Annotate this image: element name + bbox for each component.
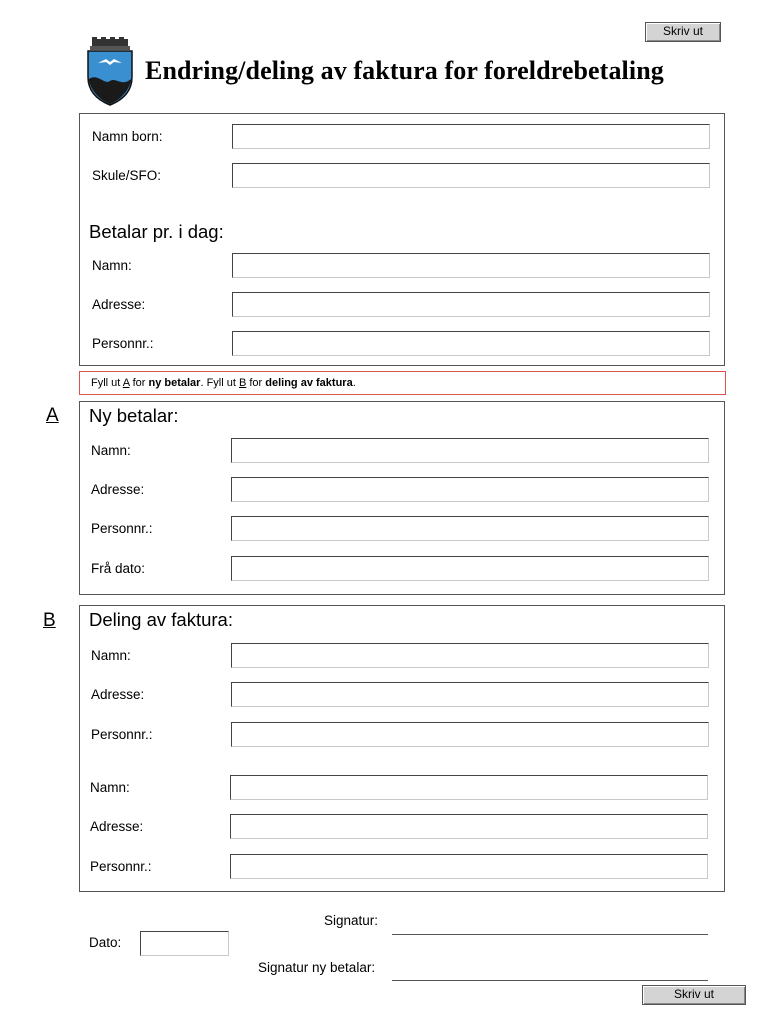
print-button-bottom[interactable]: Skriv ut [642, 985, 746, 1005]
current-payer-id-label: Personnr.: [92, 336, 154, 351]
school-label: Skule/SFO: [92, 168, 162, 183]
current-payer-name-label: Namn: [92, 258, 132, 273]
date-field[interactable] [140, 931, 229, 956]
new-payer-heading: Ny betalar: [89, 405, 179, 426]
split-person1-address-field[interactable] [231, 682, 709, 707]
split-person1-id-field[interactable] [231, 722, 709, 747]
current-payer-id-field[interactable] [232, 331, 710, 356]
split-invoice-heading: Deling av faktura: [89, 609, 233, 630]
new-payer-signature-label: Signatur ny betalar: [258, 960, 376, 975]
child-name-label: Namn born: [92, 129, 163, 144]
current-payer-name-field[interactable] [232, 253, 710, 278]
school-field[interactable] [232, 163, 710, 188]
split-person2-name-field[interactable] [230, 775, 708, 800]
split-person1-name-field[interactable] [231, 643, 709, 668]
split-person1-address-label: Adresse: [91, 687, 145, 702]
split-person2-id-field[interactable] [230, 854, 708, 879]
new-payer-address-field[interactable] [231, 477, 709, 502]
new-payer-name-label: Namn: [91, 443, 131, 458]
new-payer-date-field[interactable] [231, 556, 709, 581]
print-button-top[interactable]: Skriv ut [645, 22, 721, 42]
split-person2-address-label: Adresse: [90, 819, 144, 834]
current-payer-address-field[interactable] [232, 292, 710, 317]
split-person2-name-label: Namn: [90, 780, 130, 795]
signature-line[interactable] [392, 934, 708, 935]
date-label: Dato: [89, 935, 122, 950]
child-name-field[interactable] [232, 124, 710, 149]
new-payer-signature-line[interactable] [392, 980, 708, 981]
new-payer-date-label: Frå dato: [91, 561, 146, 576]
municipal-crest-icon [84, 37, 136, 107]
page-title: Endring/deling av faktura for foreldrebetaling [145, 56, 664, 85]
split-person2-address-field[interactable] [230, 814, 708, 839]
split-person1-id-label: Personnr.: [91, 727, 153, 742]
current-payer-address-label: Adresse: [92, 297, 146, 312]
new-payer-address-label: Adresse: [91, 482, 145, 497]
section-a-letter: A [46, 405, 59, 426]
new-payer-id-label: Personnr.: [91, 521, 153, 536]
instruction-notice: Fyll ut A for ny betalar. Fyll ut B for deling av faktura. [79, 371, 726, 395]
new-payer-name-field[interactable] [231, 438, 709, 463]
split-person1-name-label: Namn: [91, 648, 131, 663]
current-payer-heading: Betalar pr. i dag: [89, 221, 224, 242]
split-person2-id-label: Personnr.: [90, 859, 152, 874]
signature-label: Signatur: [324, 913, 379, 928]
new-payer-id-field[interactable] [231, 516, 709, 541]
section-b-letter: B [43, 610, 56, 631]
